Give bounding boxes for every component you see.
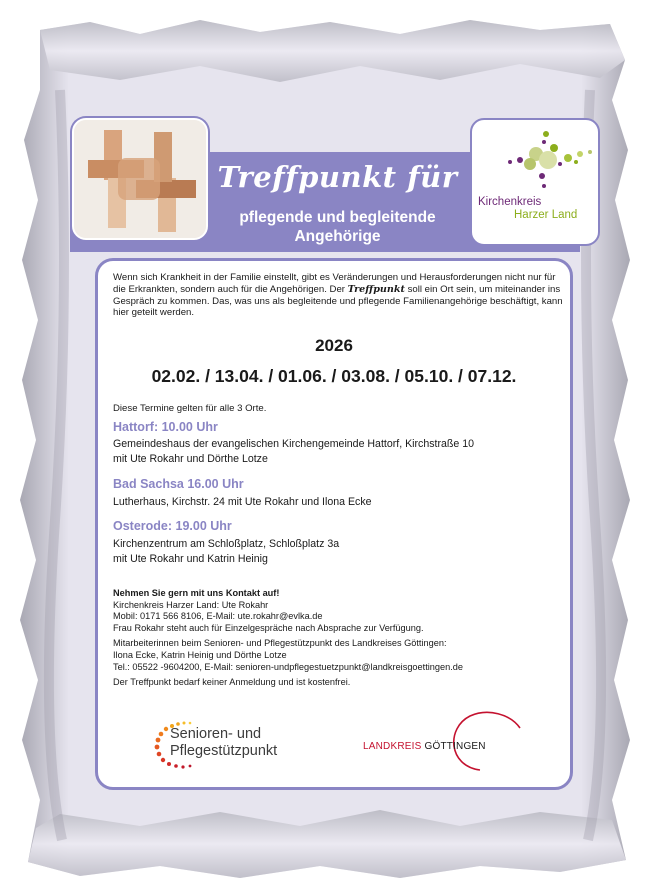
subtitle-line-1: pflegende und begleitende (239, 209, 436, 226)
kirchenkreis-cross-icon (472, 120, 598, 200)
dates-note: Diese Termine gelten für alle 3 Orte. (113, 403, 267, 414)
contact-line: Der Treffpunkt bedarf keiner Anmeldung und ist kostenfrei. (113, 677, 351, 688)
contact-line: Tel.: 05522 -9604200, E-Mail: senioren-undpflegestuetzpunkt@landkreisgoettingen.de (113, 661, 464, 672)
dates-line: 02.02. / 13.04. / 01.06. / 03.08. / 05.10. / 07.12. (151, 366, 517, 386)
location-line: mit Ute Rokahr und Katrin Heinig (113, 552, 268, 565)
subtitle-line-2: Angehörige (294, 228, 381, 245)
location-text-hattorf (113, 437, 563, 466)
year-heading: 2026 (315, 336, 353, 355)
landkreis-logo-text (363, 741, 486, 752)
contact-block (113, 588, 563, 689)
location-text-osterode (113, 537, 563, 566)
kirchenkreis-logo (470, 118, 600, 246)
hands-photo (72, 118, 208, 240)
contact-line: Ilona Ecke, Katrin Heinig und Dörthe Lotze (113, 649, 287, 660)
location-heading-osterode: Osterode: 19.00 Uhr (113, 519, 232, 533)
sp-line-2: Pflegestützpunkt (170, 743, 278, 759)
intro-part-2: soll ein Ort sein, um miteinander ins Gespräch zu kommen. Das, was uns als begleitende und pflegende Familienangehörige beschäftigt, kann hier geteilt werden. (113, 283, 563, 319)
location-text-bad-sachsa (113, 495, 563, 510)
contact-line: Frau Rokahr steht auch für Einzelgespräche nach Absprache zur Verfügung. (113, 622, 424, 633)
logo-text-harzer-land: Harzer Land (514, 209, 578, 221)
page-subtitle (205, 208, 470, 246)
sp-line-1: Senioren- und (170, 726, 262, 742)
location-heading-bad-sachsa: Bad Sachsa 16.00 Uhr (113, 477, 244, 491)
contact-line: Mitarbeiterinnen beim Senioren- und Pflegestützpunkt des Landkreises Göttingen: (113, 638, 447, 649)
contact-line: Mobil: 0171 566 8106, E-Mail: ute.rokahr@evlka.de (113, 611, 323, 622)
location-line: Gemeindeshaus der evangelischen Kirchengemeinde Hattorf, Kirchstraße 10 (113, 438, 474, 450)
logo-text-kirchenkreis: Kirchenkreis (478, 196, 542, 208)
location-line: Kirchenzentrum am Schloßplatz, Schloßplatz 3a (113, 538, 340, 550)
page-title: Treffpunkt für (217, 160, 458, 194)
landkreis-word: LANDKREIS (363, 741, 422, 752)
pflegestuetzpunkt-logo-text (170, 726, 277, 760)
location-line: mit Ute Rokahr und Dörthe Lotze (113, 452, 268, 465)
intro-treffpunkt: Treffpunkt (347, 283, 405, 295)
intro-paragraph (113, 272, 563, 319)
location-line: Lutherhaus, Kirchstr. 24 mit Ute Rokahr und Ilona Ecke (113, 496, 372, 508)
goettingen-word: GÖTTINGEN (424, 741, 486, 752)
intro-part-1: Wenn sich Krankheit in der Familie einstellt, gibt es Veränderungen und Herausforderungen nicht nur für die Erkrankten, sondern auch für die Angehörigen. Der (113, 272, 556, 295)
location-heading-hattorf: Hattorf: 10.00 Uhr (113, 420, 218, 434)
contact-line: Kirchenkreis Harzer Land: Ute Rokahr (113, 599, 269, 610)
contact-heading: Nehmen Sie gern mit uns Kontakt auf! (113, 588, 280, 598)
